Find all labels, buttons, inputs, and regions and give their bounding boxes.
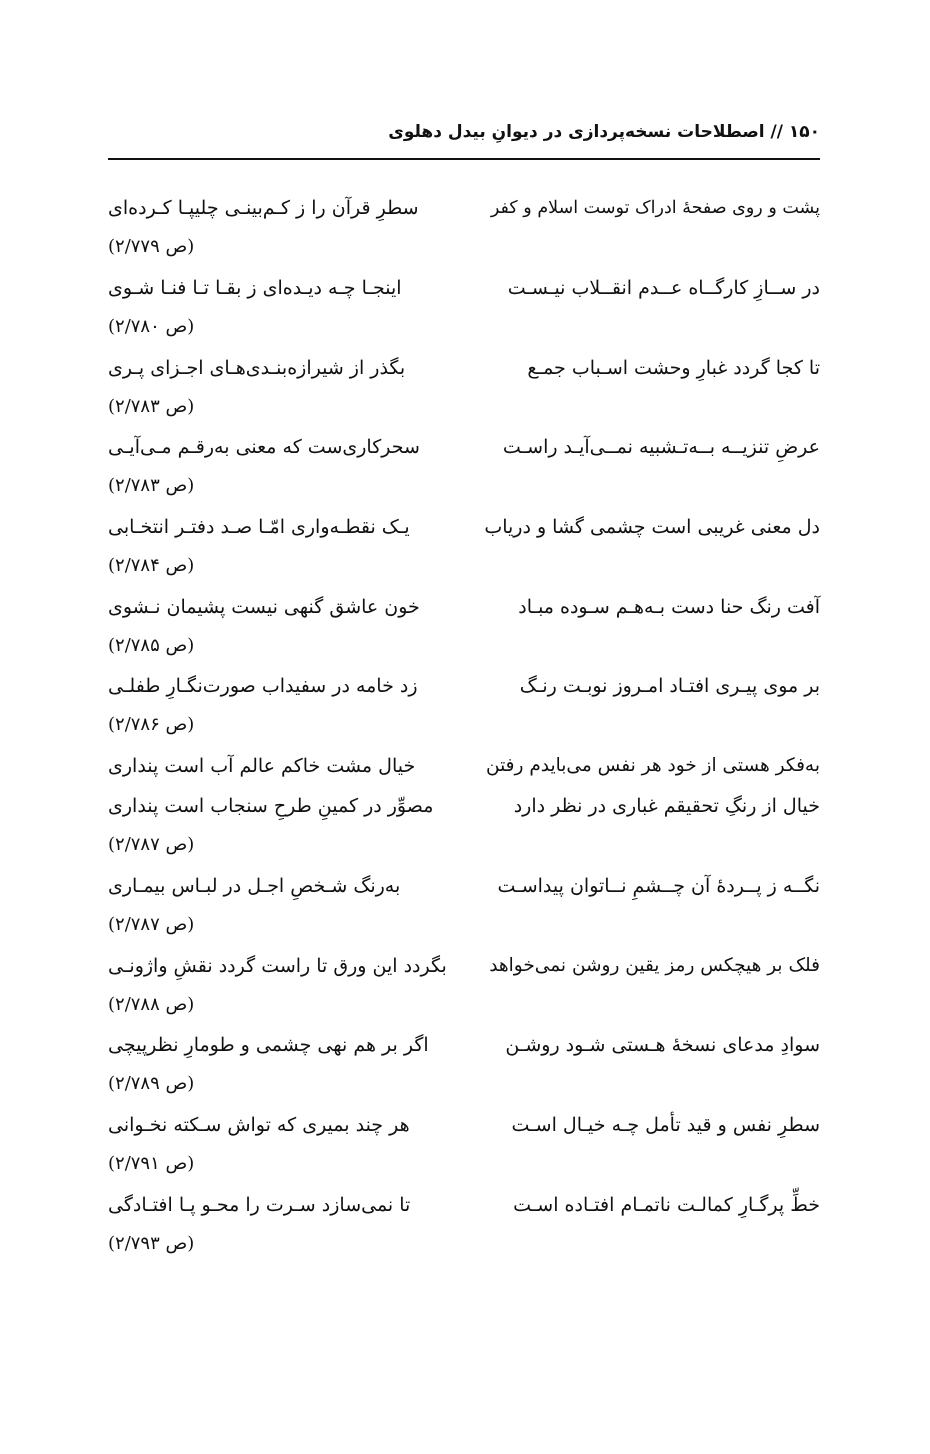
verse-right-hemistich: تا کجا گردد غبارِ وحشت اسـباب جمـع [527,357,820,379]
verse-left-hemistich: سطرِ قرآن را ز کـم‌بینـی چلیپـا کـرده‌ای [108,197,419,219]
verse-row [108,666,820,706]
verse-row [108,946,820,986]
verse-left-hemistich: بگذر از شیرازه‌بنـدی‌هـای اجـزای پـری [108,357,406,379]
verse-row [108,1185,820,1225]
page-reference: (ص ۲/۷۷۹) [108,236,195,257]
verse-right-hemistich: در ســازِ کارگــاه عــدم انقــلاب نیـسـت [507,277,820,299]
verse-row [108,587,820,627]
verse-left-hemistich: یـک نقطـه‌واری امّـا صـد دفتـر انتخـابی [108,516,410,538]
verse-left-hemistich: اگر بر هم نهی چشمی و طومارِ نظرپیچی [108,1034,429,1056]
verse-left-hemistich: خون عاشق گنهی نیست پشیمان نـشوی [108,596,420,618]
verse-left-hemistich: تا نمی‌سازد سـرت را محـو پـا افتـادگی [108,1194,411,1216]
verse-right-hemistich: سوادِ مدعای نسخهٔ هـستی شـود روشـن [505,1034,820,1056]
verse-right-hemistich: عرضِ تنزیــه بــه‌تـشبیه نمــی‌آیـد راسـت [502,436,820,458]
page-reference: (ص ۲/۷۸۶) [108,714,195,735]
header-title: ۱۵۰ // اصطلاحات نسخه‌پردازی در دیوانِ بیدل دهلوی [388,122,820,142]
verse-row [108,507,820,547]
verse-right-hemistich: خطِّ پرگـارِ کمالـت ناتمـام افتـاده اسـت [513,1194,820,1216]
verse-right-hemistich: خیال از رنگِ تحقیقم غباری در نظر دارد [513,795,820,817]
page-header [108,118,820,160]
verse-right-hemistich: دل معنی غریبی است چشمی گشا و دریاب [484,516,820,538]
verse-left-hemistich: به‌رنگ شـخصِ اجـل در لبـاس بیمـاری [108,875,401,897]
page-reference: (ص ۲/۷۸۹) [108,1073,195,1094]
verse-left-hemistich: زد خامه در سفیداب صورت‌نگـارِ طفلـی [108,675,418,697]
verse-row [108,427,820,467]
verse-left-hemistich: بگردد این ورق تا راست گردد نقشِ واژونـی [108,955,447,977]
page-reference: (ص ۲/۷۸۳) [108,396,195,417]
verse-right-hemistich: بر موی پیـری افتـاد امـروز نوبـت رنـگ [519,675,820,697]
verse-row [108,1025,820,1065]
verse-left-hemistich: اینجـا چـه دیـده‌ای ز بقـا تـا فنـا شـوی [108,277,402,299]
verse-row [108,1105,820,1145]
verse-left-hemistich: هر چند بمیری که تواش سـکته نخـوانی [108,1114,410,1136]
verse-row [108,866,820,906]
verse-right-hemistich: به‌فکر هستی از خود هر نفس می‌بایدم رفتن [486,755,820,776]
verse-right-hemistich: فلک بر هیچکس رمز یقین روشن نمی‌خواهد [489,955,820,976]
page-reference: (ص ۲/۷۸۷) [108,834,195,855]
page-reference: (ص ۲/۷۹۱) [108,1153,195,1174]
page-reference: (ص ۲/۷۸۴) [108,555,195,576]
verse-row [108,786,820,826]
page-reference: (ص ۲/۷۸۰) [108,316,195,337]
verse-left-hemistich: سحرکاری‌ست که معنی به‌رقـم مـی‌آیـی [108,436,420,458]
verse-row [108,746,820,786]
page-reference: (ص ۲/۷۹۳) [108,1233,195,1254]
verse-row [108,348,820,388]
verse-left-hemistich: مصوِّر در کمینِ طرحِ سنجاب است پنداری [108,795,434,817]
verse-right-hemistich: آفت رنگ حنا دست بـه‌هـم سـوده مبـاد [518,596,820,618]
verse-row [108,268,820,308]
verse-right-hemistich: نگــه ز پــردهٔ آن چــشمِ نــاتوان پیداسـت [497,875,820,897]
page-reference: (ص ۲/۷۸۵) [108,635,195,656]
page-reference: (ص ۲/۷۸۳) [108,475,195,496]
verse-right-hemistich: پشت و روی صفحهٔ ادراک توست اسلام و کفر [490,198,820,218]
page-reference: (ص ۲/۷۸۸) [108,994,195,1015]
verse-row [108,188,820,228]
verse-left-hemistich: خیال مشت خاکم عالم آب است پنداری [108,755,416,777]
page-reference: (ص ۲/۷۸۷) [108,914,195,935]
verse-right-hemistich: سطرِ نفس و قید تأمل چـه خیـال اسـت [511,1114,820,1136]
